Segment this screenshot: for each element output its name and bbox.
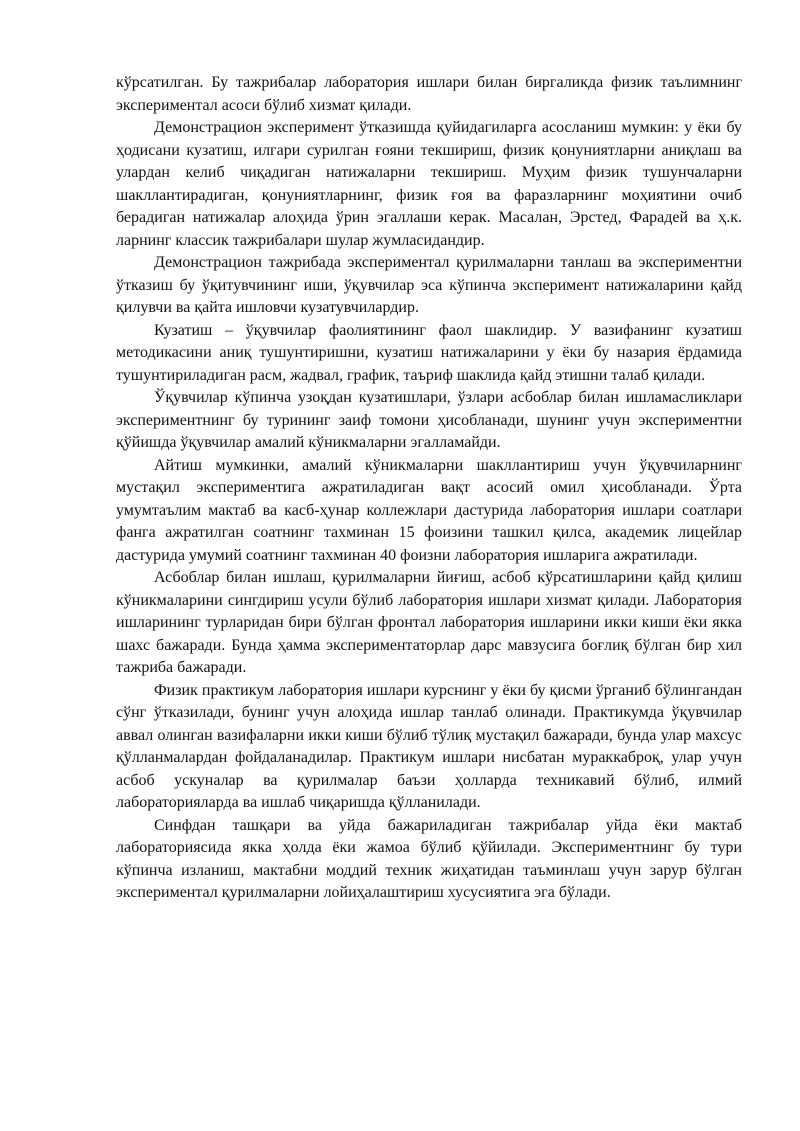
paragraph-continuation: кўрсатилган. Бу тажрибалар лаборатория ишлари билан биргаликда физик таълимнинг экспериментал асоси бўлиб хизмат қилади. xyxy=(116,74,742,114)
paragraph-demonstration-basis: Демонстрацион эксперимент ўтказишда қуйидагиларга асосланиш мумкин: у ёки бу ҳодисани кузатиш, илгари сурилган ғояни текшириш, физик қонуниятларни аниқлаш ва улардан келиб чиқадиган натижаларни текшириш. Муҳим физик тушунчаларни шакллантирадиган, қонуниятларнинг, физик ғоя ва фаразларнинг моҳиятини очиб берадиган натижалар алоҳида ўрин эгаллаши керак. Масалан, Эрстед, Фарадей ва ҳ.к. ларнинг классик тажрибалари шулар жумласидандир. xyxy=(116,119,742,249)
paragraph-weakness: Ўқувчилар кўпинча узоқдан кузатишлари, ўзлари асбоблар билан ишламасликлари экспериментнинг бу турининг заиф томони ҳисобланади, шунинг учун экспериментни қўйишда ўқувчилар амалий кўникмаларни эгалламайди. xyxy=(116,389,742,451)
paragraph-observation: Кузатиш – ўқувчилар фаолиятининг фаол шаклидир. У вазифанинг кузатиш методикасини аниқ тушунтиришни, кузатиш натижаларини у ёки бу назария ёрдамида тушунтириладиган расм, жадвал, график, таъриф шаклида қайд этишни талаб қилади. xyxy=(116,321,742,384)
paragraph-extracurricular: Синфдан ташқари ва уйда бажариладиган тажрибалар уйда ёки мактаб лабораториясида якка ҳолда ёки жамоа бўлиб қўйилади. Экспериментнинг бу тури кўпинча изланиш, мактабни моддий техник жиҳатидан таъминлаш учун зарур бўлган экспериментал қурилмаларни лойиҳалаштириш хусусиятига эга бўлади. xyxy=(116,816,742,901)
paragraph-demonstration-roles: Демонстрацион тажрибада экспериментал қурилмаларни танлаш ва экспериментни ўтказиш бу ўқитувчининг иши, ўқувчилар эса кўпинча эксперимент натижаларини қайд қилувчи ва қайта ишловчи кузатувчилардир. xyxy=(116,254,742,316)
paragraph-practicum: Физик практикум лаборатория ишлари курснинг у ёки бу қисми ўрганиб бўлингандан сўнг ўтказилади, бунинг учун алоҳида ишлар танлаб олинади. Практикумда ўқувчилар аввал олинган вазифаларни икки киши бўлиб тўлиқ мустақил бажаради, бунда улар махсус қўлланмалардан фойдаланадилар. Практикум ишлари нисбатан мураккаброқ, улар учун асбоб ускуналар ва қурилмалар баъзи ҳолларда техникавий бўлиб, илмий лабораторияларда ва ишлаб чиқаришда қўлланилади. xyxy=(116,681,742,811)
paragraph-practical-skills: Айтиш мумкинки, амалий кўникмаларни шакллантириш учун ўқувчиларнинг мустақил экспериментига ажратиладиган вақт асосий омил ҳисобланади. Ўрта умумтаълим мактаб ва касб-ҳунар коллежлари дастурида лаборатория ишлари соатлари фанга ажратилган соатнинг тахминан 15 фоизини ташкил қилса, академик лицейлар дастурида умумий соатнинг тахминан 40 фоизни лаборатория ишларига ажратилади. xyxy=(116,456,742,564)
paragraph-lab-work: Асбоблар билан ишлаш, қурилмаларни йиғиш, асбоб кўрсатишларини қайд қилиш кўникмаларини сингдириш усули бўлиб лаборатория ишлари хизмат қилади. Лаборатория ишларининг турларидан бири бўлган фронтал лаборатория ишларини икки киши ёки якка шахс бажаради. Бунда ҳамма экспериментаторлар дарс мавзусига боғлиқ бўлган бир хил тажриба бажаради. xyxy=(116,569,742,676)
document-page xyxy=(116,72,742,905)
